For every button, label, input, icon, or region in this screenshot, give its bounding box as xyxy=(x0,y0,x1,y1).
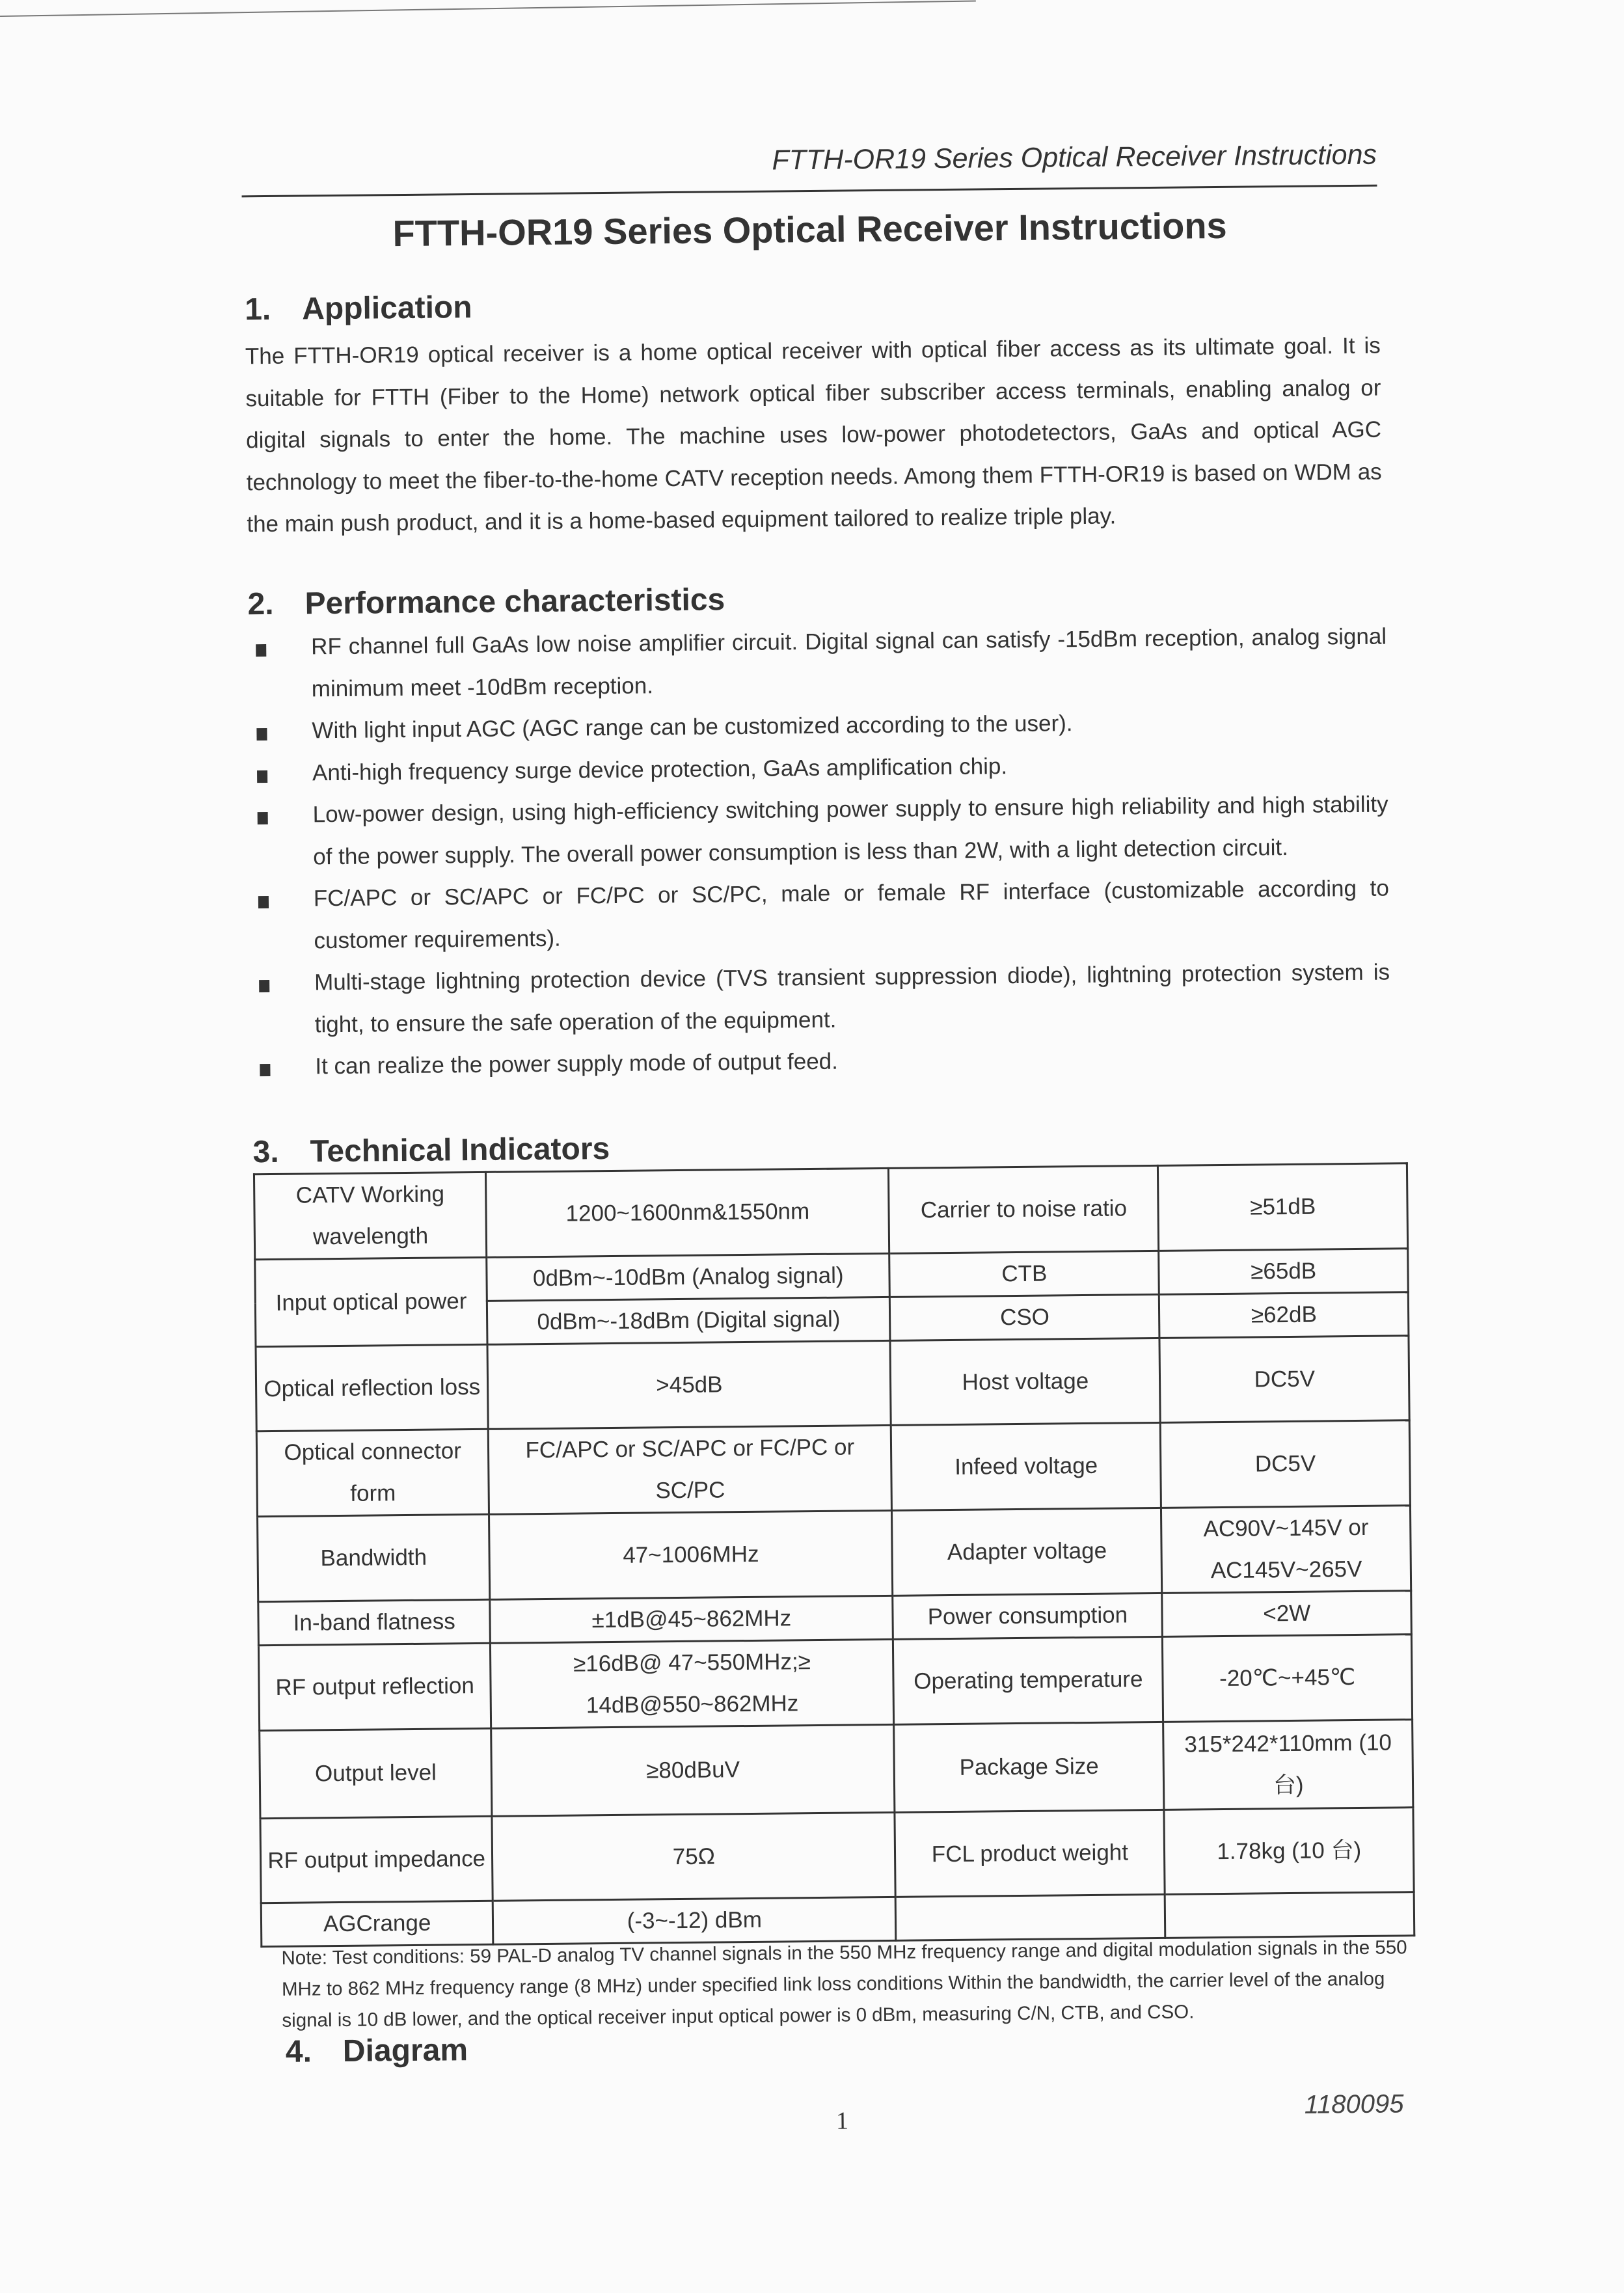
list-item: FC/APC or SC/APC or FC/PC or SC/PC, male or female RF interface (customizable according to customer requirements). xyxy=(250,867,1390,962)
table-row xyxy=(256,1336,1409,1431)
value-cell: <2W xyxy=(1162,1591,1411,1637)
list-item: Anti-high frequency surge device protection, GaAs amplification chip. xyxy=(249,742,1388,794)
section-heading-technical xyxy=(252,1131,610,1170)
section-number: 1. xyxy=(244,292,271,327)
value-cell: ≥51dB xyxy=(1158,1163,1408,1251)
param-cell: Output level xyxy=(260,1728,493,1818)
table-row xyxy=(256,1420,1410,1517)
value-cell: 315*242*110mm (10 台) xyxy=(1163,1720,1413,1810)
square-bullet-icon xyxy=(256,644,266,657)
value-cell: -20℃~+45℃ xyxy=(1163,1635,1413,1722)
list-item: RF channel full GaAs low noise amplifier circuit. Digital signal can satisfy -15dBm reception, analog signal minimum meet -10dBm reception. xyxy=(248,616,1387,711)
page-number: 1 xyxy=(835,2107,849,2135)
document-code: 1180095 xyxy=(1304,2089,1404,2119)
value-cell: ≥16dB@ 47~550MHz;≥ 14dB@550~862MHz xyxy=(491,1639,894,1728)
technical-indicators-table xyxy=(253,1162,1415,1947)
param-cell: Adapter voltage xyxy=(892,1508,1162,1595)
list-item: With light input AGC (AGC range can be customized according to the user). xyxy=(249,700,1388,753)
value-cell: 1.78kg (10 台) xyxy=(1164,1808,1414,1895)
page-title: FTTH-OR19 Series Optical Receiver Instructions xyxy=(392,204,1227,254)
value-cell: 1200~1600nm&1550nm xyxy=(486,1168,889,1257)
param-cell: Operating temperature xyxy=(893,1636,1163,1724)
param-cell: Host voltage xyxy=(890,1338,1160,1425)
table-row xyxy=(260,1720,1413,1819)
param-cell: CSO xyxy=(890,1294,1160,1340)
section-number: 2. xyxy=(247,586,274,622)
param-cell: Optical connector form xyxy=(256,1429,489,1516)
application-paragraph: The FTTH-OR19 optical receiver is a home optical receiver with optical fiber access as its ultimate goal. It is suitable for FTTH (Fiber to the Home) network optical fiber subscriber access terminals, enabling analog or digital signals to enter the home. The machine uses low-power photodetectors, GaAs and optical AGC technology to meet the fiber-to-the-home CATV reception needs. Among them FTTH-OR19 is based on WDM as the main push product, and it is a home-based equipment tailored to realize triple play. xyxy=(245,332,1382,537)
param-cell: Infeed voltage xyxy=(891,1422,1161,1510)
square-bullet-icon xyxy=(259,980,269,992)
table-row xyxy=(260,1808,1414,1903)
section-heading-diagram xyxy=(286,2032,468,2070)
test-conditions-note: Note: Test conditions: 59 PAL-D analog TV channel signals in the 550 MHz frequency range and digital modulation signals in the 550 MHz to 862 MHz frequency range (8 MHz) under specified link loss conditions Within the bandwidth, the carrier level of the analog signal is 10 dB lower, and the optical receiver input optical power is 0 dBm, measuring C/N, CTB, and CSO. xyxy=(281,1936,1407,2031)
square-bullet-icon xyxy=(256,728,267,740)
performance-list xyxy=(248,616,1391,1089)
value-cell: 0dBm~-10dBm (Analog signal) xyxy=(487,1253,890,1301)
param-cell: CTB xyxy=(889,1251,1159,1297)
param-cell: AGCrange xyxy=(261,1901,493,1946)
param-cell: Power consumption xyxy=(893,1593,1163,1639)
param-cell: Optical reflection loss xyxy=(256,1344,489,1431)
value-cell: DC5V xyxy=(1159,1336,1409,1423)
square-bullet-icon xyxy=(260,1064,270,1076)
header-rule xyxy=(242,185,1377,198)
value-cell: 75Ω xyxy=(492,1812,895,1901)
value-cell: (-3~-12) dBm xyxy=(493,1897,896,1944)
value-cell: >45dB xyxy=(487,1340,891,1429)
param-cell: Bandwidth xyxy=(258,1514,491,1601)
value-cell: 47~1006MHz xyxy=(489,1510,893,1599)
value-cell: FC/APC or SC/APC or FC/PC or SC/PC xyxy=(489,1425,892,1514)
section-title: Diagram xyxy=(342,2033,468,2069)
table-row xyxy=(254,1163,1407,1260)
value-cell: ≥62dB xyxy=(1159,1292,1409,1338)
value-cell: ±1dB@45~862MHz xyxy=(490,1595,893,1643)
param-cell xyxy=(895,1894,1165,1940)
value-cell: AC90V~145V or AC145V~265V xyxy=(1161,1506,1411,1594)
running-header: FTTH-OR19 Series Optical Receiver Instructions xyxy=(772,139,1377,176)
section-number: 3. xyxy=(252,1134,279,1170)
table-row xyxy=(258,1506,1411,1602)
param-cell: RF output reflection xyxy=(258,1643,491,1730)
param-cell: RF output impedance xyxy=(260,1816,493,1903)
value-cell: ≥65dB xyxy=(1159,1249,1408,1295)
list-item: It can realize the power supply mode of output feed. xyxy=(252,1035,1391,1088)
param-cell: Package Size xyxy=(894,1722,1164,1812)
square-bullet-icon xyxy=(258,812,268,824)
list-item: Multi-stage lightning protection device (TVS transient suppression diode), lightning protection system is tight, to ensure the safe operation of the equipment. xyxy=(251,951,1390,1046)
section-title: Technical Indicators xyxy=(310,1132,610,1169)
value-cell: DC5V xyxy=(1161,1420,1411,1508)
square-bullet-icon xyxy=(257,770,267,783)
param-cell: Carrier to noise ratio xyxy=(889,1165,1159,1253)
param-cell: FCL product weight xyxy=(895,1810,1165,1897)
section-heading-application xyxy=(245,290,472,327)
square-bullet-icon xyxy=(258,896,269,908)
param-cell: Input optical power xyxy=(255,1257,488,1346)
table-row xyxy=(258,1635,1412,1731)
value-cell: ≥80dBuV xyxy=(491,1724,895,1816)
section-title: Performance characteristics xyxy=(304,582,725,621)
section-heading-performance xyxy=(247,582,725,622)
section-number: 4. xyxy=(285,2034,312,2069)
value-cell: 0dBm~-18dBm (Digital signal) xyxy=(487,1297,891,1344)
list-item: Low-power design, using high-efficiency switching power supply to ensure high reliability and high stability of the power supply. The overall power consumption is less than 2W, with a light detection circuit. xyxy=(249,783,1388,878)
section-title: Application xyxy=(301,290,472,327)
param-cell: CATV Working wavelength xyxy=(254,1172,487,1259)
value-cell xyxy=(1165,1892,1414,1938)
param-cell: In-band flatness xyxy=(258,1599,491,1645)
